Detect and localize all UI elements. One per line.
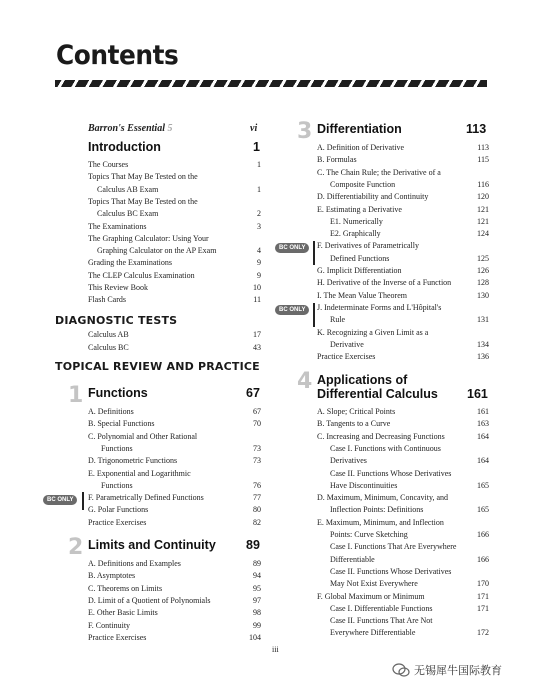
toc-entry[interactable] [88,456,177,466]
topical-review-heading: TOPICAL REVIEW AND PRACTICE [55,360,260,373]
toc-entry-text: G. Implicit Differentiation [317,266,402,275]
toc-entry[interactable] [330,444,441,454]
toc-entry[interactable] [88,584,162,594]
toc-entry-page: 9 [257,270,261,280]
toc-entry-text: E. Exponential and Logarithmic [88,468,191,478]
toc-entry[interactable] [330,604,433,614]
toc-entry-page: 104 [249,632,261,642]
toc-entry-text: Functions [101,443,133,453]
toc-entry[interactable] [101,444,133,454]
bc-only-badge-parametric: BC ONLY [275,243,309,253]
toc-entry-text: Case II. Functions Whose Derivatives [330,566,452,576]
chapter-4-number: 4 [297,369,313,394]
toc-entry-text: Topics That May Be Tested on the [88,196,198,206]
toc-entry[interactable] [101,481,133,491]
toc-entry-page: 67 [253,407,261,416]
toc-entry-page: 11 [253,295,261,305]
toc-entry-text: B. Formulas [317,155,357,165]
toc-entry[interactable] [317,419,390,429]
toc-entry-text: F. Global Maximum or Minimum [317,591,425,601]
toc-entry-text: Points: Curve Sketching [330,530,408,539]
toc-entry-page: 171 [477,603,489,613]
chapter-2-title[interactable]: Limits and Continuity [88,538,216,552]
toc-entry[interactable] [317,518,444,528]
toc-entry-page: 10 [253,283,261,292]
toc-entry-text: D. Limit of a Quotient of Polynomials [88,595,211,605]
toc-entry-text: Defined Functions [330,253,390,263]
toc-entry[interactable] [88,160,128,170]
toc-entry-text: E2. Graphically [330,229,381,239]
toc-entry-text: B. Asymptotes [88,571,136,581]
toc-entry-text: This Review Book [88,283,148,292]
wechat-icon [392,661,410,679]
toc-entry-page: 121 [477,204,489,214]
toc-entry-page: 166 [477,530,489,539]
toc-entry-text: B. Special Functions [88,419,155,429]
chapter-4-title[interactable] [317,373,438,401]
toc-entry[interactable] [88,407,134,417]
toc-entry-text: C. Theorems on Limits [88,583,163,593]
toc-entry-page: 124 [477,229,489,239]
toc-entry-page: 70 [253,419,261,429]
toc-entry-page: 2 [257,209,261,219]
toc-entry-text: Case II. Functions Whose Derivatives [330,468,452,478]
toc-entry[interactable] [88,621,130,631]
toc-entry[interactable] [88,633,146,643]
essential-page: vi [250,123,258,134]
toc-entry[interactable] [88,343,129,353]
toc-entry[interactable] [330,530,408,540]
chapter-4-page: 161 [467,387,488,401]
toc-entry[interactable] [330,579,418,589]
toc-entry[interactable] [317,241,419,251]
toc-entry-page: 89 [253,559,261,568]
toc-entry-text: I. The Mean Value Theorem [317,290,407,300]
toc-entry-text: Practice Exercises [317,352,376,362]
toc-entry-text: A. Definitions [88,407,134,416]
diagnostic-tests-heading: DIAGNOSTIC TESTS [55,314,178,327]
toc-entry-text: E. Maximum, Minimum, and Inflection [317,517,444,527]
toc-entry-text: F. Derivatives of Parametrically [317,241,419,251]
toc-entry[interactable] [317,303,441,313]
toc-entry-page: 128 [477,278,489,288]
toc-entry-text: C. Increasing and Decreasing Functions [317,431,445,441]
toc-entry[interactable] [330,180,395,190]
toc-entry[interactable] [97,185,158,195]
toc-entry-page: 80 [253,505,261,515]
toc-entry[interactable] [88,493,204,503]
toc-entry-page: 94 [253,571,261,581]
bc-only-bar-parametric [313,241,315,265]
toc-entry-page: 164 [477,456,489,466]
toc-entry[interactable] [317,291,407,301]
toc-entry[interactable] [330,217,383,227]
toc-entry[interactable] [317,592,425,602]
toc-entry[interactable] [88,258,172,268]
toc-entry[interactable] [317,407,395,417]
toc-entry[interactable] [88,222,146,232]
toc-entry-page: 131 [477,315,489,325]
toc-entry-text: C. The Chain Rule; the Derivative of a [317,167,441,177]
toc-entry[interactable] [97,246,216,256]
toc-entry[interactable] [330,456,367,466]
chapter-4-title-line1: Applications of [317,373,408,387]
toc-entry-page: 98 [253,608,261,618]
toc-entry[interactable] [317,155,357,165]
chapter-2-number: 2 [68,535,84,560]
toc-entry-page: 120 [477,192,489,202]
toc-entry-text: D. Maximum, Minimum, Concavity, and [317,493,449,503]
toc-entry-text: May Not Exist Everywhere [330,579,418,589]
toc-entry-text: Everywhere Differentiable [330,628,416,638]
toc-entry-text: Case I. Functions That Are Everywhere [330,542,457,552]
toc-entry[interactable] [330,505,423,515]
toc-entry-text: Case I. Functions with Continuous [330,443,441,453]
toc-entry-page: 17 [253,330,261,339]
toc-entry-text: Derivative [330,339,364,349]
toc-entry-text: The Examinations [88,221,147,231]
chapter-1-title[interactable]: Functions [88,386,148,400]
toc-entry[interactable] [317,432,445,442]
toc-entry-text: F. Continuity [88,620,131,630]
decorative-stripe [55,80,487,87]
toc-entry-page: 4 [257,246,261,256]
chapter-1-number: 1 [68,383,84,408]
toc-entry-text: A. Definition of Derivative [317,143,405,152]
toc-entry-page: 1 [257,184,261,194]
toc-entry-page: 130 [477,290,489,300]
toc-entry[interactable] [330,340,364,350]
toc-entry-text: H. Derivative of the Inverse of a Function [317,278,452,288]
toc-entry-page: 166 [477,554,489,564]
toc-entry[interactable] [88,608,158,618]
toc-entry[interactable] [330,229,381,239]
toc-entry-text: The Graphing Calculator: Using Your [88,233,209,243]
toc-entry[interactable] [88,518,146,528]
toc-entry-page: 163 [477,419,489,429]
toc-entry-text: A. Definitions and Examples [88,559,181,568]
toc-entry-text: E. Other Basic Limits [88,608,158,618]
toc-entry[interactable] [88,283,148,293]
toc-entry[interactable] [88,234,209,244]
toc-entry-page: 73 [253,456,261,466]
watermark-text: 无锡犀牛国际教育 [414,664,502,677]
toc-entry[interactable] [330,469,451,479]
bc-only-badge: BC ONLY [43,495,77,505]
toc-entry-page: 116 [477,179,489,189]
toc-entry[interactable] [330,481,397,491]
toc-entry[interactable] [317,205,402,215]
toc-entry-page: 113 [477,143,489,152]
toc-entry-text: Calculus BC Exam [97,209,159,219]
toc-entry[interactable] [317,352,375,362]
toc-entry-text: Derivatives [330,456,367,466]
toc-entry[interactable] [88,469,191,479]
toc-entry-text: Flash Cards [88,295,126,305]
toc-entry-page: 77 [253,493,261,503]
toc-entry-text: Calculus AB Exam [97,184,159,194]
toc-entry[interactable] [88,559,181,569]
toc-entry-page: 3 [257,221,261,231]
toc-entry[interactable] [88,596,210,606]
introduction-heading[interactable]: Introduction [88,140,161,154]
toc-entry-page: 1 [257,160,261,169]
toc-entry-page: 170 [477,579,489,589]
toc-entry[interactable] [88,505,148,515]
toc-entry[interactable] [330,628,415,638]
toc-entry[interactable] [330,567,451,577]
toc-entry[interactable] [317,278,451,288]
toc-entry-page: 165 [477,505,489,515]
toc-entry[interactable] [330,315,345,325]
toc-entry-page: 95 [253,583,261,593]
chapter-3-title[interactable]: Differentiation [317,122,402,136]
toc-entry-text: Practice Exercises [88,517,147,527]
bc-only-bar-lhopital [313,303,315,327]
toc-entry-page: 115 [477,155,489,165]
toc-entry-text: C. Polynomial and Other Rational [88,431,198,441]
toc-entry-text: A. Slope; Critical Points [317,407,396,416]
chapter-3-page: 113 [466,122,487,136]
toc-entry-page: 73 [253,443,261,453]
toc-entry[interactable] [317,493,448,503]
toc-entry-text: Composite Function [330,179,396,189]
page-title: Contents [56,40,179,71]
toc-entry[interactable] [88,172,198,182]
toc-entry-text: The Courses [88,160,129,169]
toc-entry-text: Calculus AB [88,330,129,339]
toc-entry-text: D. Differentiability and Continuity [317,192,429,202]
toc-entry-page: 121 [477,216,489,226]
chapter-1-page: 67 [246,386,260,400]
introduction-page: 1 [253,140,260,154]
toc-entry-text: Graphing Calculator on the AP Exam [97,246,217,256]
toc-entry-text: E. Estimating a Derivative [317,204,402,214]
toc-entry-text: G. Polar Functions [88,505,149,515]
toc-entry-page: 165 [477,480,489,490]
toc-entry[interactable] [317,168,441,178]
toc-entry[interactable] [317,143,404,153]
toc-entry-page: 171 [477,591,489,601]
toc-entry-page: 99 [253,620,261,630]
toc-entry-page: 125 [477,253,489,263]
toc-entry[interactable] [97,209,158,219]
toc-entry-text: Differentiable [330,554,375,564]
chapter-2-page: 89 [246,538,260,552]
toc-entry[interactable] [317,192,428,202]
essential-entry[interactable] [88,123,172,134]
page-number: iii [272,645,279,654]
toc-entry[interactable] [317,266,402,276]
essential-label: Barron's Essential [88,123,165,134]
toc-entry[interactable] [317,328,428,338]
toc-entry-text: Practice Exercises [88,632,147,642]
toc-entry-text: Case I. Differentiable Functions [330,603,433,613]
toc-entry-text: B. Tangents to a Curve [317,419,391,429]
essential-number: 5 [167,123,173,134]
toc-entry-text: Topics That May Be Tested on the [88,172,198,182]
toc-entry-text: Rule [330,315,346,325]
toc-entry-text: F. Parametrically Defined Functions [88,493,204,503]
toc-entry-text: K. Recognizing a Given Limit as a [317,327,429,337]
toc-entry[interactable] [88,197,198,207]
chapter-4-title-line2: Differential Calculus [317,387,438,401]
chapter-3-number: 3 [297,119,313,144]
toc-entry[interactable] [330,542,456,552]
toc-entry-page: 164 [477,431,489,441]
toc-entry-page: 136 [477,352,489,362]
toc-entry-text: Grading the Examinations [88,258,172,268]
toc-entry-page: 172 [477,628,489,638]
toc-entry-text: E1. Numerically [330,216,383,226]
toc-entry[interactable] [88,295,126,305]
toc-entry-text: The CLEP Calculus Examination [88,270,195,280]
toc-entry[interactable] [88,330,129,340]
toc-entry-text: Have Discontinuities [330,480,398,490]
toc-entry-page: 43 [253,342,261,352]
toc-entry-text: Calculus BC [88,342,129,352]
toc-entry-page: 134 [477,339,489,349]
toc-entry-page: 76 [253,480,261,490]
toc-entry[interactable] [330,616,433,626]
toc-entry-text: Functions [101,480,133,490]
toc-entry[interactable] [88,432,197,442]
toc-entry-page: 97 [253,595,261,605]
toc-entry[interactable] [88,271,195,281]
toc-entry-text: D. Trigonometric Functions [88,456,178,466]
toc-entry-page: 161 [477,407,489,416]
toc-entry-page: 126 [477,266,489,275]
toc-entry[interactable] [330,254,389,264]
toc-entry[interactable] [88,571,135,581]
toc-entry-text: J. Indeterminate Forms and L'Hôpital's [317,302,442,312]
toc-entry-page: 82 [253,517,261,527]
toc-entry[interactable] [88,419,154,429]
toc-entry-text: Inflection Points: Definitions [330,505,424,515]
toc-entry-text: Case II. Functions That Are Not [330,616,433,626]
bc-only-bar [82,492,84,510]
toc-entry[interactable] [330,555,375,565]
bc-only-badge-lhopital: BC ONLY [275,305,309,315]
toc-entry-page: 9 [257,258,261,268]
